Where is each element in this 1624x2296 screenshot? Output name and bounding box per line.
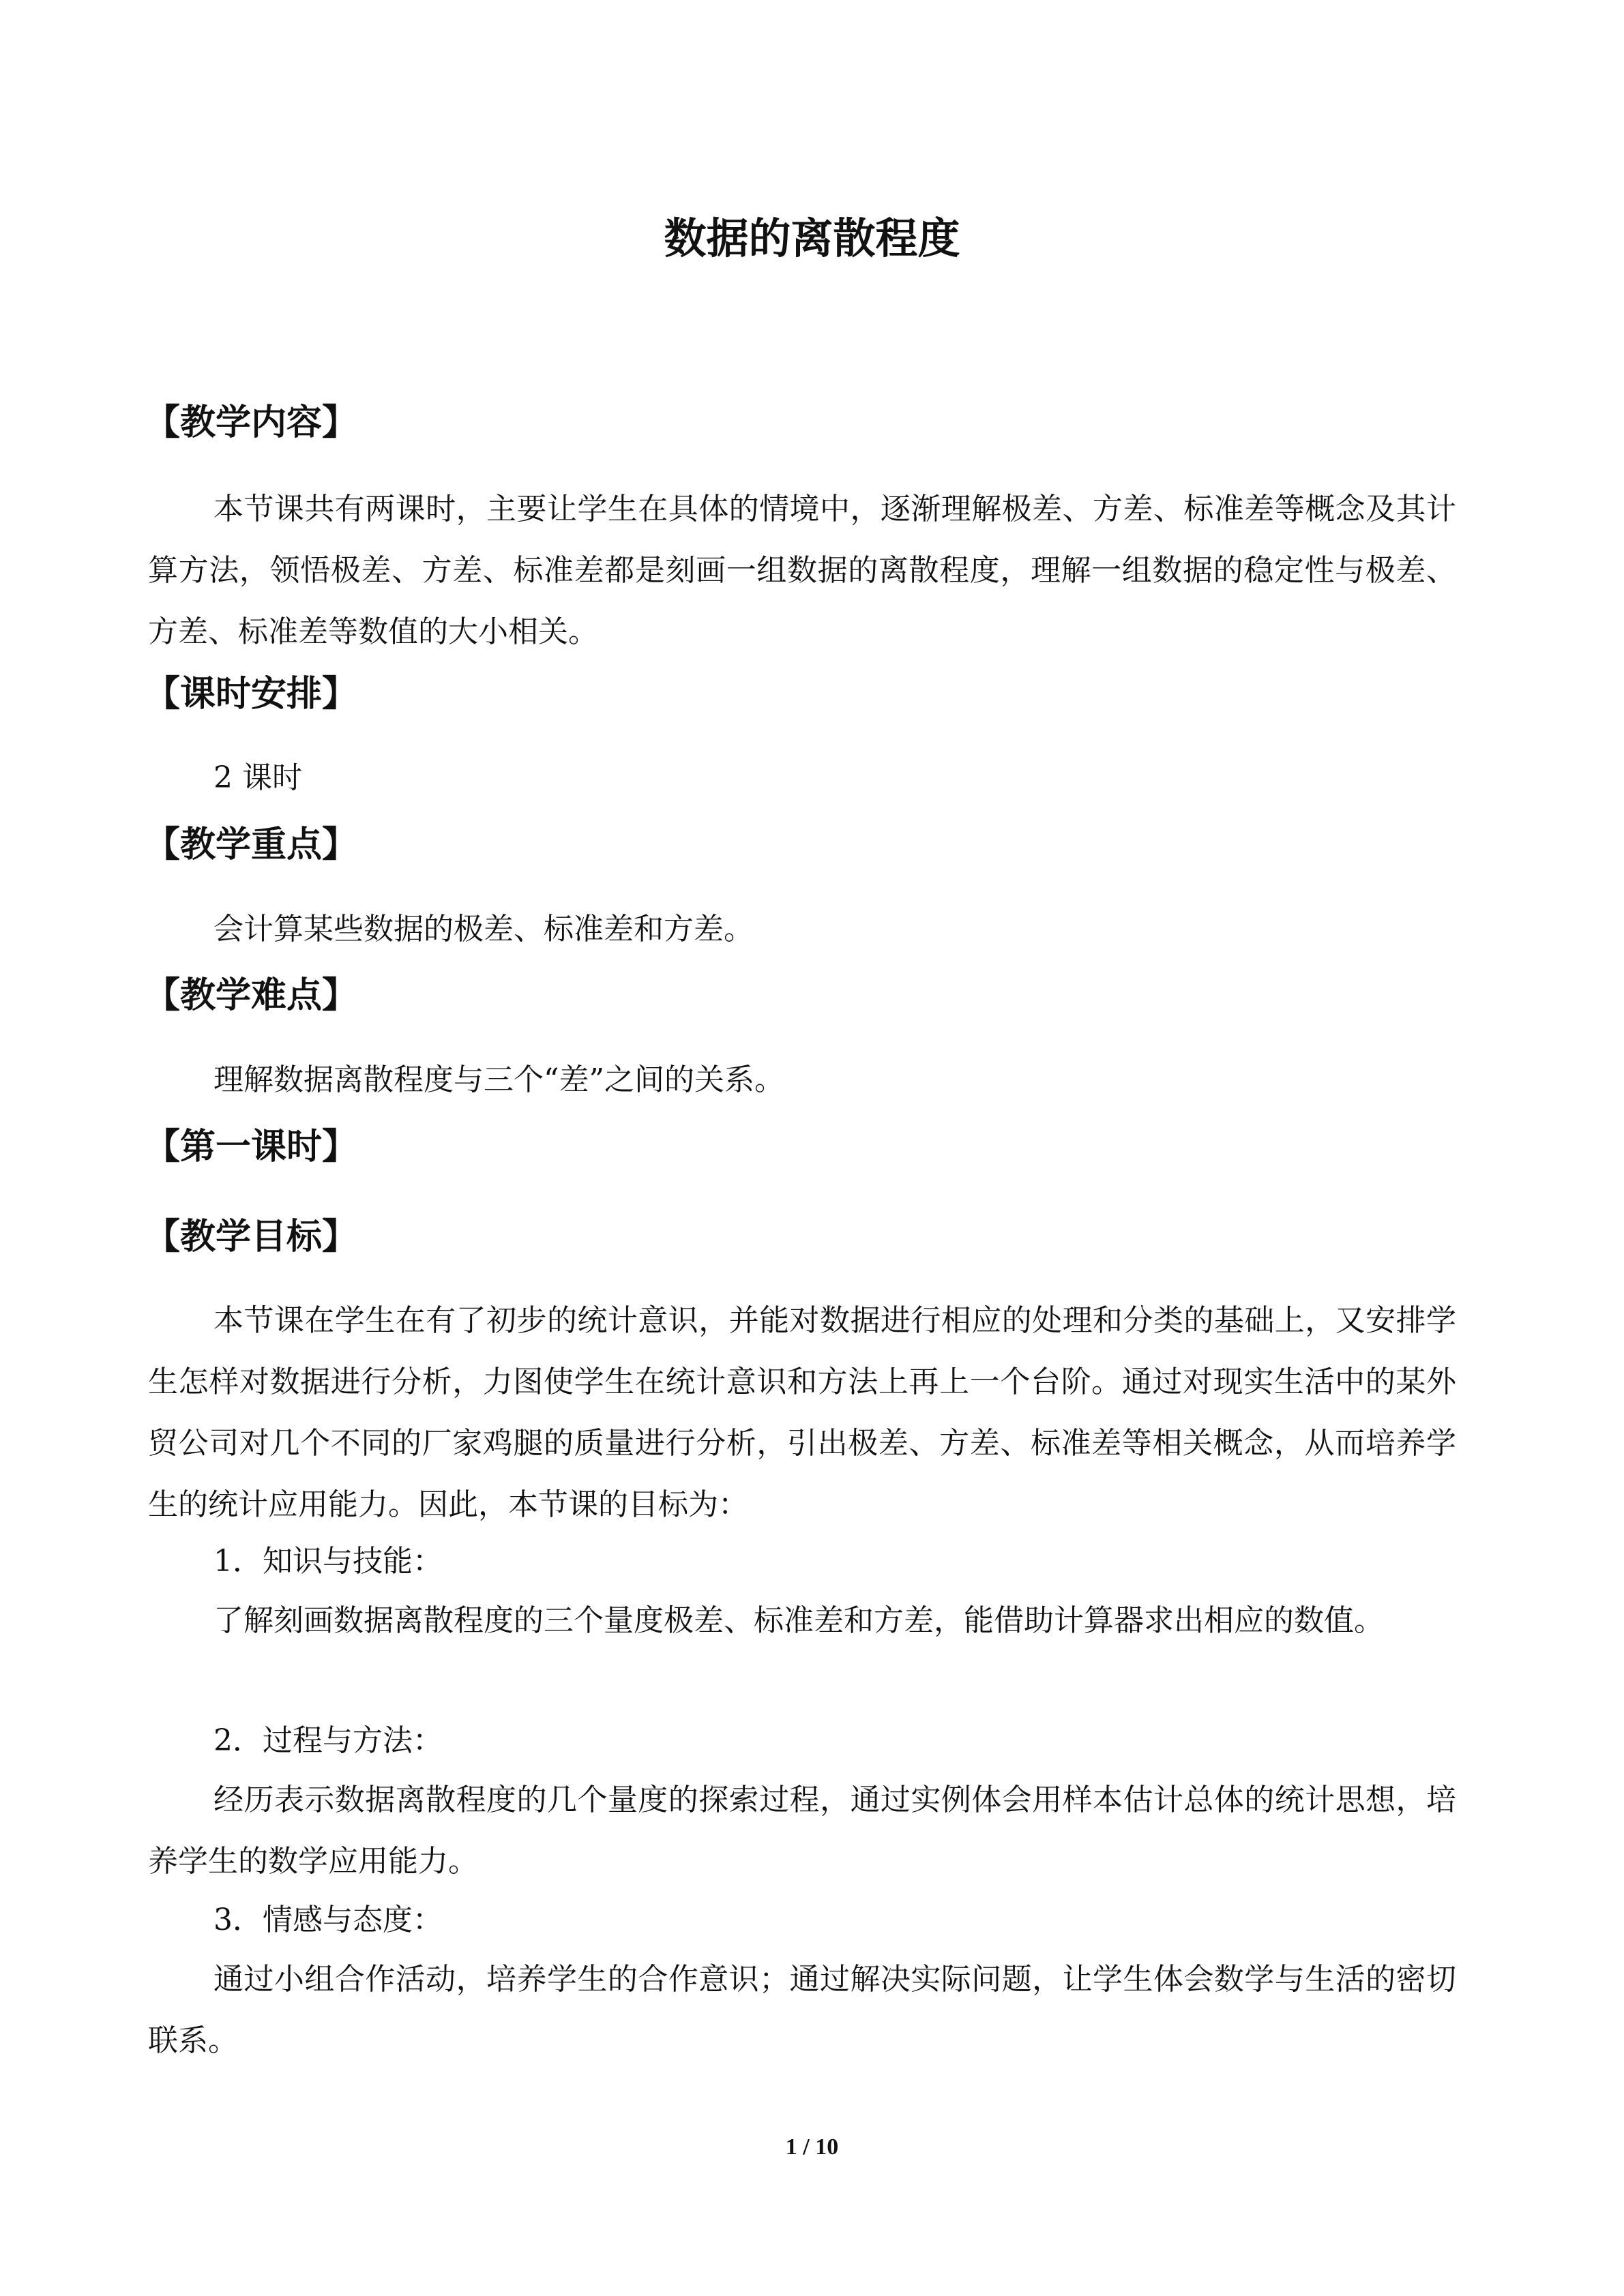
heading-difficulty: 【教学难点】 bbox=[145, 975, 358, 1016]
page-number: 1 / 10 bbox=[785, 2134, 839, 2160]
heading-schedule: 【课时安排】 bbox=[145, 674, 358, 715]
goal2-label: 2．过程与方法： bbox=[213, 1723, 443, 1758]
goal2-body: 经历表示数据离散程度的几个量度的探索过程，通过实例体会用样本估计总体的统计思想，培养学生的数学应用能力。 bbox=[148, 1783, 1456, 1879]
goal3-body: 通过小组合作活动，培养学生的合作意识；通过解决实际问题，让学生体会数学与生活的密切联系。 bbox=[148, 1962, 1456, 2058]
document-title: 数据的离散程度 bbox=[664, 213, 960, 263]
goal1-label: 1．知识与技能： bbox=[213, 1544, 443, 1579]
heading-lesson-one: 【第一课时】 bbox=[145, 1127, 358, 1167]
paragraph-teaching-content: 本节课共有两课时，主要让学生在具体的情境中，逐渐理解极差、方差、标准差等概念及其计算方法，领悟极差、方差、标准差都是刻画一组数据的离散程度，理解一组数据的稳定性与极差、方差、标准差等数值的大小相关。 bbox=[148, 492, 1456, 649]
paragraph-goals-intro: 本节课在学生在有了初步的统计意识，并能对数据进行相应的处理和分类的基础上，又安排学生怎样对数据进行分析，力图使学生在统计意识和方法上再上一个台阶。通过对现实生活中的某外贸公司对几个不同的厂家鸡腿的质量进行分析，引出极差、方差、标准差等相关概念，从而培养学生的统计应用能力。因此，本节课的目标为： bbox=[148, 1303, 1456, 1522]
paragraph-schedule: 2 课时 bbox=[213, 760, 302, 795]
paragraph-focus: 会计算某些数据的极差、标准差和方差。 bbox=[213, 912, 754, 946]
goal3-label: 3．情感与态度： bbox=[213, 1903, 443, 1937]
paragraph-difficulty: 理解数据离散程度与三个“差”之间的关系。 bbox=[213, 1062, 784, 1097]
heading-teaching-content: 【教学内容】 bbox=[145, 402, 358, 443]
heading-focus: 【教学重点】 bbox=[145, 824, 358, 865]
heading-teaching-goals: 【教学目标】 bbox=[145, 1217, 358, 1257]
goal1-body: 了解刻画数据离散程度的三个量度极差、标准差和方差，能借助计算器求出相应的数值。 bbox=[213, 1603, 1384, 1638]
